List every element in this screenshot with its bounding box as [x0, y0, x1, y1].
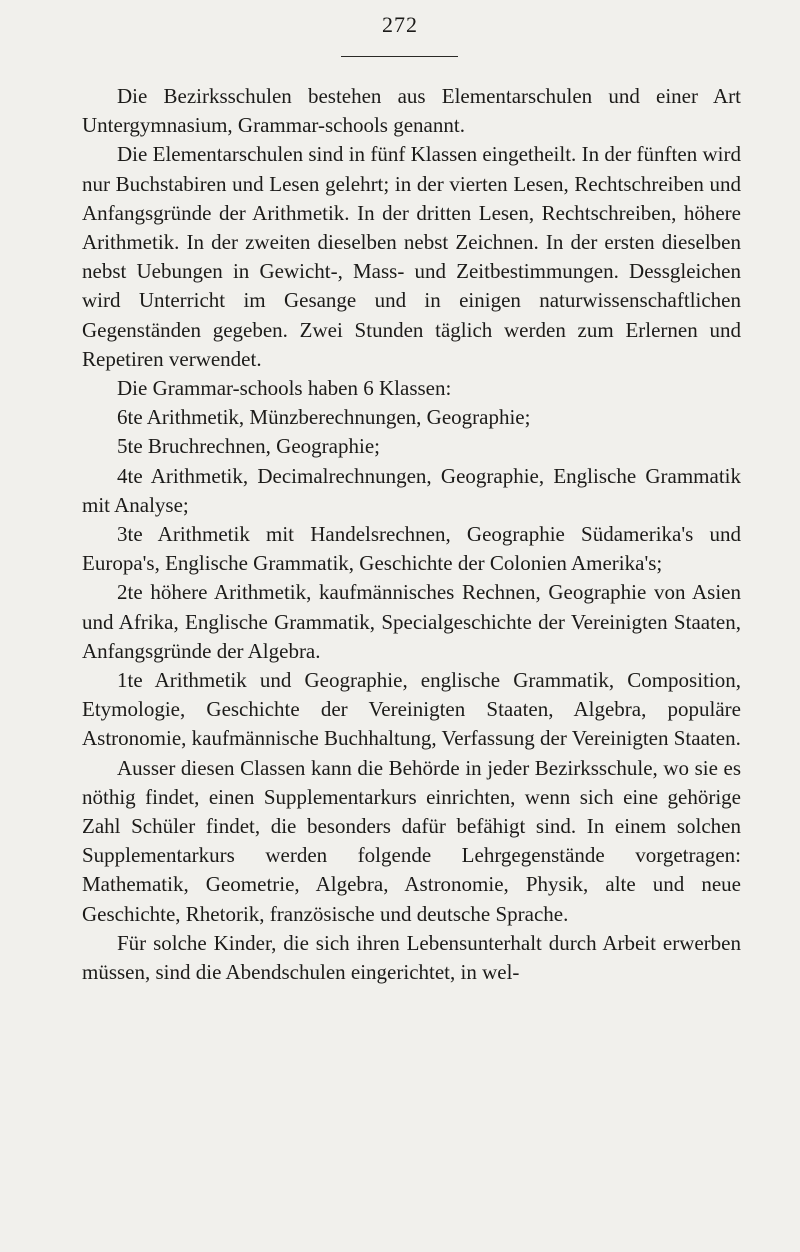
header-rule [341, 56, 458, 57]
class-2: 2te höhere Arithmetik, kaufmännisches Rechnen, Geographie von Asien und Afrika, Englische Grammatik, Specialgeschichte der Vereinigten Staaten, Anfangsgründe der Algebra. [82, 580, 741, 663]
class-1: 1te Arithmetik und Geographie, englische Grammatik, Composition, Etymologie, Geschichte der Vereinigten Staaten, Algebra, populäre Astronomie, kaufmännische Buchhaltung, Verfassung der Vereinigten Staaten. [82, 668, 741, 751]
class-4: 4te Arithmetik, Decimalrechnungen, Geographie, Englische Grammatik mit Analyse; [82, 463, 741, 517]
class-6: 6te Arithmetik, Münzberechnungen, Geographie; [117, 405, 531, 430]
paragraph-grammar-schools: Die Grammar-schools haben 6 Klassen: [117, 376, 452, 401]
paragraph-intro: Die Bezirksschulen bestehen aus Elementarschulen und einer Art Untergymnasium, Grammar-schools genannt. [82, 84, 741, 138]
paragraph-abendschulen: Für solche Kinder, die sich ihren Lebensunterhalt durch Arbeit erwerben müssen, sind die Abendschulen eingerichtet, in wel- [82, 930, 741, 985]
paragraph-elementarschulen: Die Elementarschulen sind in fünf Klassen eingetheilt. In der fünften wird nur Buchstabiren und Lesen gelehrt; in der vierten Lesen, Rechtschreiben und Anfangsgründe der Arithmetik. In der dritten Lesen, Rechtschreiben, höhere Arithmetik. In der zweiten dieselben nebst Zeichnen. In der ersten dieselben nebst Uebungen in Gewicht-, Mass- und Zeitbestimmungen. Dessgleichen wird Unterricht im Gesange und in einigen naturwissenschaftlichen Gegenständen gegeben. Zwei Stunden täglich werden zum Erlernen und Repetiren verwendet. [82, 142, 741, 371]
paragraph-supplementarkurs: Ausser diesen Classen kann die Behörde in jeder Bezirksschule, wo sie es nöthig findet, einen Supplementarkurs einrichten, wenn sich eine gehörige Zahl Schüler findet, die besonders dafür befähigt sind. In einem solchen Supplementarkurs werden folgende Lehrgegenstände vorgetragen: Mathematik, Geometrie, Algebra, Astronomie, Physik, alte und neue Geschichte, Rhetorik, französische und deutsche Sprache. [82, 755, 741, 926]
class-5: 5te Bruchrechnen, Geographie; [117, 434, 380, 459]
class-3: 3te Arithmetik mit Handelsrechnen, Geographie Südamerika's und Europa's, Englische Grammatik, Geschichte der Colonien Amerika's; [82, 522, 741, 576]
page-number: 272 [382, 12, 418, 37]
body-text [82, 82, 741, 987]
